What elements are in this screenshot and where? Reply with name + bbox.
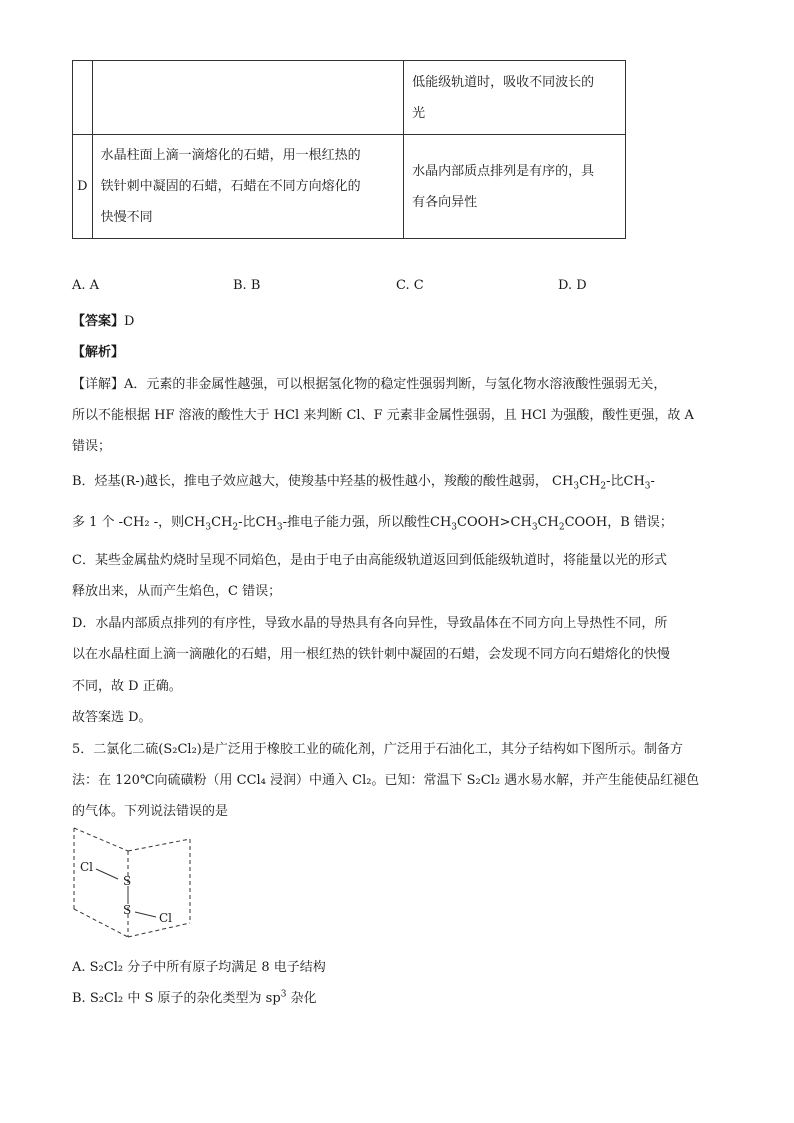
detail-b-line-1: B．烃基(R-)越长，推电子效应越大，使羧基中羟基的极性越小，羧酸的酸性越弱， $CH_3CH_2-$比$CH_3-$ bbox=[72, 474, 655, 492]
table-row bbox=[73, 61, 626, 135]
answer-label: 【答案】 bbox=[72, 314, 125, 329]
phenomenon-cell bbox=[92, 61, 404, 135]
detail-a-line-3: 错误； bbox=[72, 439, 112, 454]
options-table bbox=[72, 60, 626, 239]
formula-ethyl: $CH_3CH_2$ bbox=[184, 515, 239, 533]
detail-c-line-1: C．某些金属盐灼烧时呈现不同焰色，是由于电子由高能级轨道返回到低能级轨道时，将能量以光的形式 bbox=[72, 553, 667, 568]
question-5-line-2: 法：在 120℃向硫磺粉（用 CCl₄ 浸润）中通入 Cl₂。已知：常温下 S₂Cl₂ 遇水易水解，并产生能使品红褪色 bbox=[72, 773, 700, 788]
formula-methyl: $CH_3$ bbox=[623, 474, 651, 492]
explanation-cell: 水晶内部质点排列是有序的，具 有各向异性 bbox=[404, 135, 626, 239]
choice-a[interactable]: A. A bbox=[72, 278, 100, 293]
detail-a-line-2: 所以不能根据 HF 溶液的酸性大于 HCl 来判断 Cl、F 元素非金属性强弱，且 HCl 为强酸，酸性更强，故 A bbox=[72, 408, 694, 423]
sulfur-atom-2: S bbox=[123, 903, 132, 917]
question-5-line-1: 5．二氯化二硫(S₂Cl₂)是广泛用于橡胶工业的硫化剂，广泛用于石油化工，其分子结构如下图所示。制备方 bbox=[72, 742, 683, 757]
detail-c-line-2: 释放出来，从而产生焰色，C 错误； bbox=[72, 584, 282, 599]
choice-d[interactable]: D. D bbox=[558, 278, 587, 293]
choice-b[interactable]: B. B bbox=[233, 278, 261, 293]
answer-line bbox=[72, 310, 134, 329]
table-row bbox=[73, 135, 626, 239]
chlorine-atom-1: Cl bbox=[80, 860, 94, 874]
explanation-cell: 低能级轨道时，吸收不同波长的 光 bbox=[404, 61, 626, 135]
detail-d-line-1: D．水晶内部质点排列的有序性，导致水晶的导热具有各向异性，导致晶体在不同方向上导热性不同，所 bbox=[72, 616, 668, 631]
option-letter-cell bbox=[73, 61, 93, 135]
chlorine-atom-2: Cl bbox=[159, 911, 173, 925]
formula-ethyl: $CH_3CH_2$ bbox=[552, 474, 607, 492]
detail-d-line-2: 以在水晶柱面上滴一滴融化的石蜡，用一根红热的铁针刺中凝固的石蜡，会发现不同方向石蜡熔化的快慢 bbox=[72, 647, 671, 662]
analysis-label: 【解析】 bbox=[72, 345, 125, 360]
option-letter-cell: D bbox=[73, 135, 93, 239]
answer-value: D bbox=[124, 314, 135, 329]
choice-c[interactable]: C. C bbox=[396, 278, 424, 293]
sulfur-atom-1: S bbox=[123, 874, 132, 888]
question-5-line-3: 的气体。下列说法错误的是 bbox=[72, 804, 229, 819]
option-b: B. S₂Cl₂ 中 S 原子的杂化类型为 $sp^3$ 杂化 bbox=[72, 989, 317, 1006]
formula-acid-comparison: $CH_3COOH>CH_3CH_2COOH$ bbox=[430, 515, 608, 533]
formula-methyl: $CH_3$ bbox=[255, 515, 283, 533]
s2cl2-structure-diagram bbox=[68, 825, 198, 943]
detail-b-line-2: 多 1 个 -CH₂ -，则$CH_3CH_2-$比$CH_3-$推电子能力强，所以酸性$CH_3COOH>CH_3CH_2COOH$，B 错误； bbox=[72, 515, 673, 533]
phenomenon-cell: 水晶柱面上滴一滴熔化的石蜡，用一根红热的 铁针刺中凝固的石蜡，石蜡在不同方向熔化的 快慢不同 bbox=[92, 135, 404, 239]
answer-choices bbox=[72, 278, 632, 296]
option-a: A. S₂Cl₂ 分子中所有原子均满足 8 电子结构 bbox=[72, 960, 326, 975]
detail-d-line-3: 不同，故 D 正确。 bbox=[72, 679, 182, 694]
detail-a-line-1: 【详解】A．元素的非金属性越强，可以根据氢化物的稳定性强弱判断，与氢化物水溶液酸性强弱无关， bbox=[72, 377, 667, 392]
conclusion: 故答案选 D。 bbox=[72, 710, 152, 725]
